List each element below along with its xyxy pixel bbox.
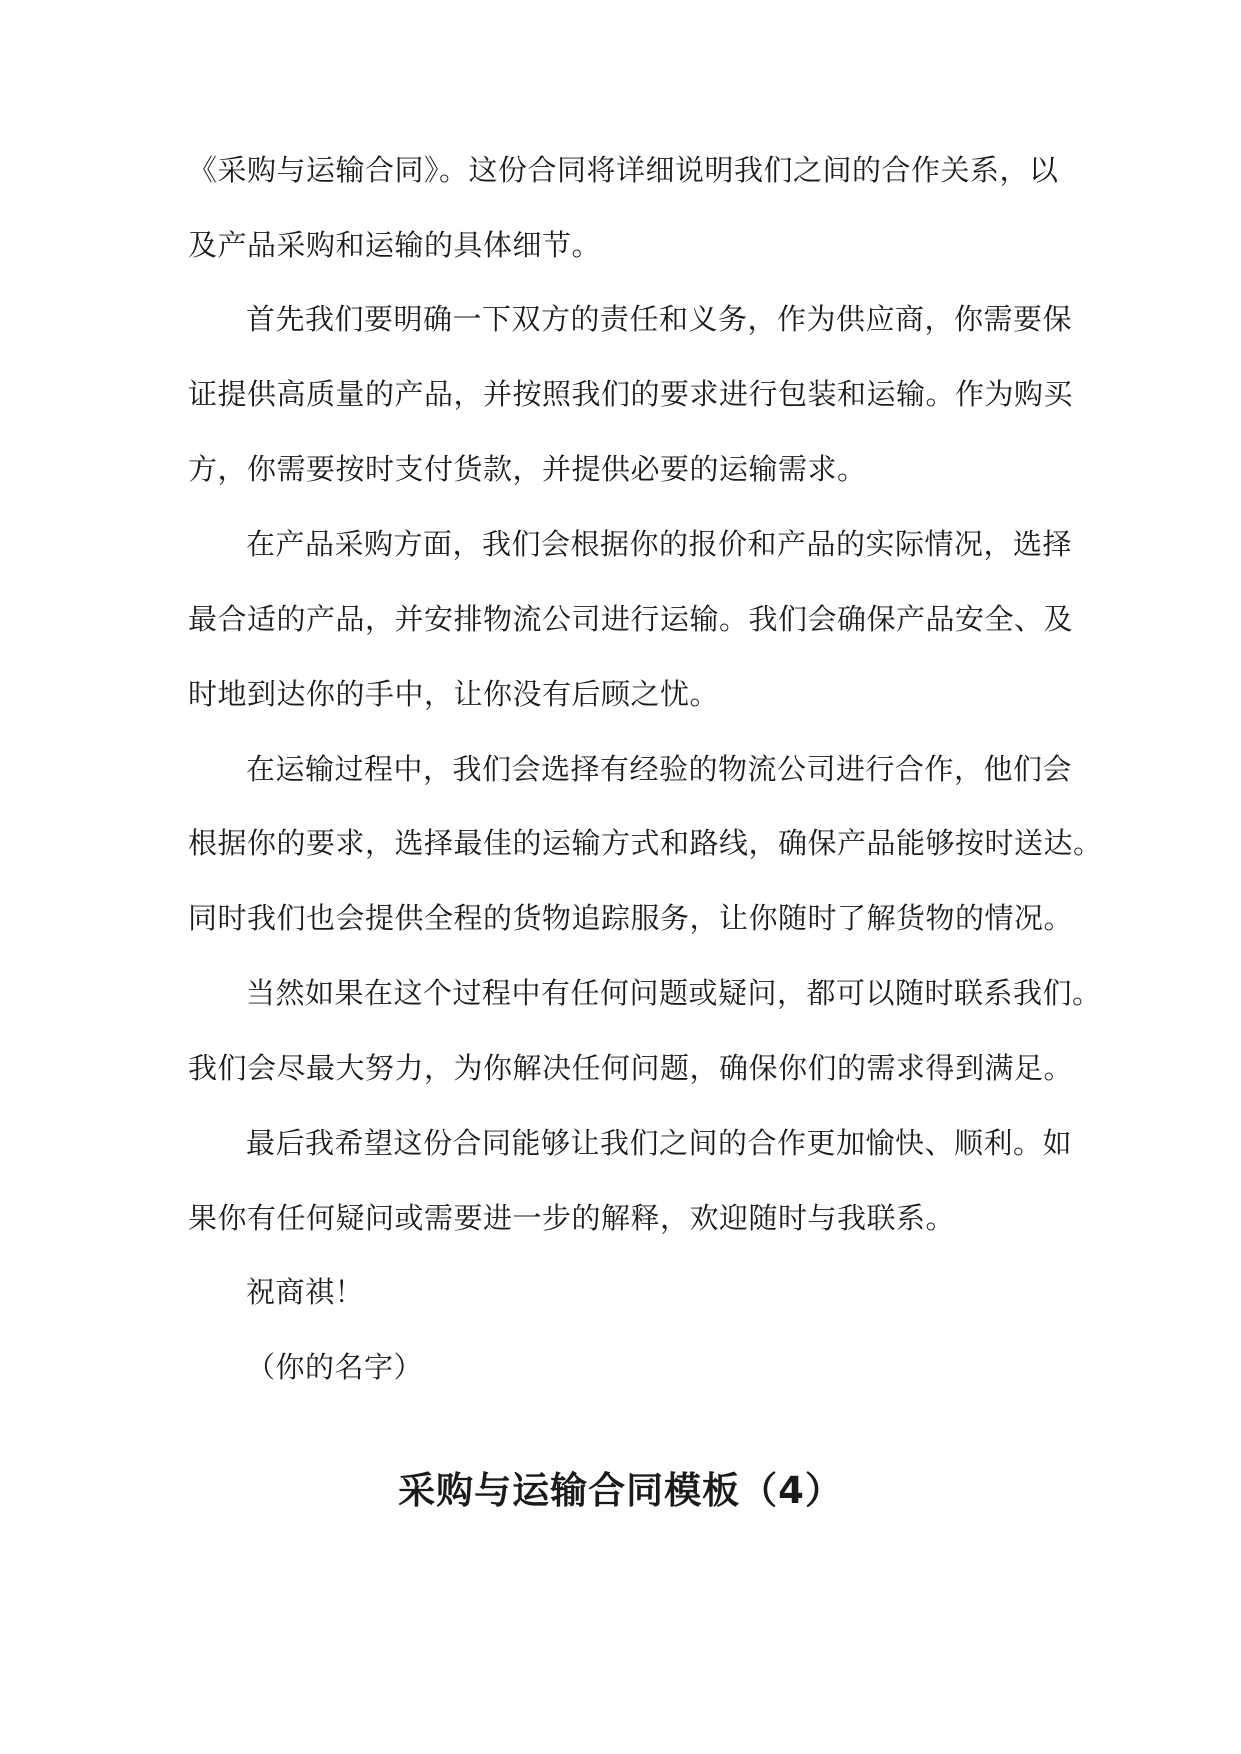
paragraph-6-line-1: 最后我希望这份合同能够让我们之间的合作更加愉快、顺利。如 [246, 1126, 1073, 1160]
signature-placeholder: （你的名字） [246, 1350, 424, 1384]
section-heading: 采购与运输合同模板（4） [398, 1469, 843, 1512]
paragraph-3-line-2: 最合适的产品，并安排物流公司进行运输。我们会确保产品安全、及 [188, 602, 1074, 636]
paragraph-4-line-1: 在运输过程中，我们会选择有经验的物流公司进行合作，他们会 [246, 752, 1073, 786]
paragraph-3-line-3: 时地到达你的手中，让你没有后顾之忧。 [188, 677, 720, 711]
paragraph-2-line-3: 方，你需要按时支付货款，并提供必要的运输需求。 [188, 452, 867, 486]
paragraph-1-line-1: 《采购与运输合同》。这份合同将详细说明我们之间的合作关系，以 [188, 153, 1059, 187]
paragraph-3-line-1: 在产品采购方面，我们会根据你的报价和产品的实际情况，选择 [246, 527, 1073, 561]
paragraph-2-line-2: 证提供高质量的产品，并按照我们的要求进行包装和运输。作为购买 [188, 377, 1074, 411]
paragraph-5-line-1: 当然如果在这个过程中有任何问题或疑问，都可以随时联系我们。 [246, 976, 1102, 1010]
paragraph-2-line-1: 首先我们要明确一下双方的责任和义务，作为供应商，你需要保 [246, 302, 1073, 336]
paragraph-4-line-2: 根据你的要求，选择最佳的运输方式和路线，确保产品能够按时送达。 [188, 826, 1103, 860]
paragraph-5-line-2: 我们会尽最大努力，为你解决任何问题，确保你们的需求得到满足。 [188, 1051, 1074, 1085]
closing-salutation: 祝商祺！ [246, 1275, 365, 1309]
paragraph-6-line-2: 果你有任何疑问或需要进一步的解释，欢迎随时与我联系。 [188, 1201, 956, 1235]
paragraph-1-line-2: 及产品采购和运输的具体细节。 [188, 228, 602, 262]
paragraph-4-line-3: 同时我们也会提供全程的货物追踪服务，让你随时了解货物的情况。 [188, 901, 1074, 935]
